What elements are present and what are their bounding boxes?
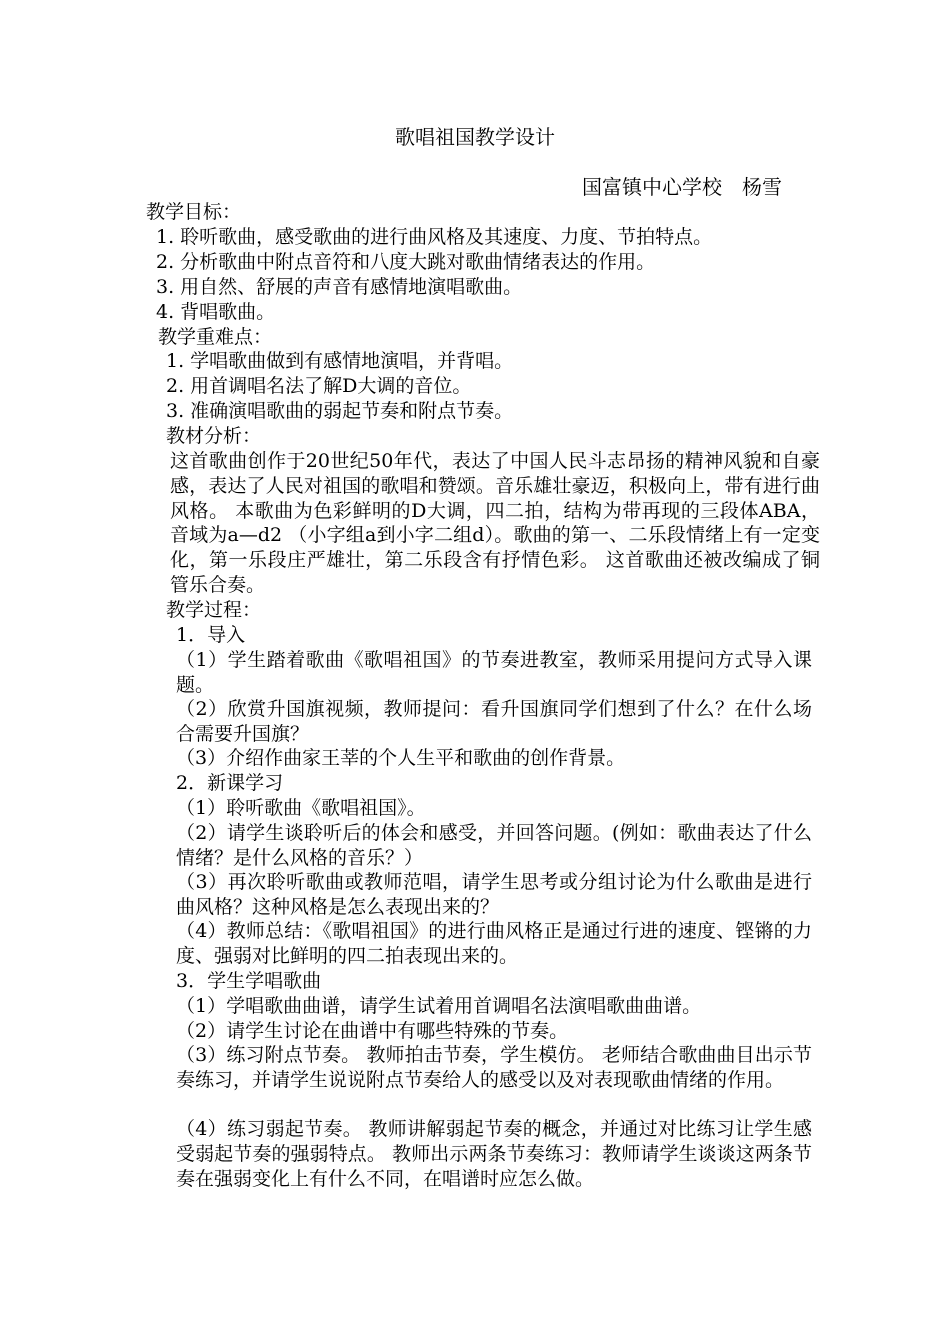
- process-paragraph: （2）请学生谈聆听后的体会和感受，并回答问题。(例如：歌曲表达了什么情绪？是什么风格的音乐？）: [176, 822, 812, 869]
- process-heading: 教学过程：: [166, 599, 262, 621]
- objective-item: 4. 背唱歌曲。: [156, 301, 276, 323]
- key-points-heading: 教学重难点：: [158, 326, 273, 348]
- key-point-item: 2. 用首调唱名法了解D大调的音位。: [166, 375, 472, 397]
- section-heading: 1．导入: [176, 624, 246, 646]
- author-line: 国富镇中心学校 杨雪: [582, 175, 782, 199]
- analysis-heading: 教材分析：: [166, 425, 262, 447]
- objective-item: 3. 用自然、舒展的声音有感情地演唱歌曲。: [156, 276, 523, 298]
- process-paragraph: （1）聆听歌曲《歌唱祖国》。: [176, 797, 426, 819]
- process-paragraph: （3）再次聆听歌曲或教师范唱，请学生思考或分组讨论为什么歌曲是进行曲风格？这种风格是怎么表现出来的？: [176, 871, 812, 918]
- document-title: 歌唱祖国教学设计: [395, 125, 555, 149]
- objective-item: 1. 聆听歌曲，感受歌曲的进行曲风格及其速度、力度、节拍特点。: [156, 226, 713, 248]
- key-point-item: 1. 学唱歌曲做到有感情地演唱，并背唱。: [166, 350, 514, 372]
- process-paragraph: （3）介绍作曲家王莘的个人生平和歌曲的创作背景。: [176, 747, 626, 769]
- process-paragraph: （2）欣赏升国旗视频，教师提问：看升国旗同学们想到了什么？在什么场合需要升国旗？: [176, 698, 812, 745]
- process-paragraph: （4）教师总结：《歌唱祖国》的进行曲风格正是通过行进的速度、铿锵的力度、强弱对比鲜明的四二拍表现出来的。: [176, 920, 812, 967]
- section-heading: 3．学生学唱歌曲: [176, 970, 322, 992]
- process-paragraph: （4）练习弱起节奏。 教师讲解弱起节奏的概念，并通过对比练习让学生感受弱起节奏的强弱特点。 教师出示两条节奏练习：教师请学生谈谈这两条节奏在强弱变化上有什么不同，在唱谱时应怎么做。: [176, 1118, 812, 1190]
- process-paragraph: （1）学唱歌曲曲谱，请学生试着用首调唱名法演唱歌曲曲谱。: [176, 995, 702, 1017]
- process-paragraph: （1）学生踏着歌曲《歌唱祖国》的节奏进教室，教师采用提问方式导入课题。: [176, 649, 812, 696]
- key-point-item: 3. 准确演唱歌曲的弱起节奏和附点节奏。: [166, 400, 514, 422]
- section-heading: 2．新课学习: [176, 772, 284, 794]
- objective-item: 2. 分析歌曲中附点音符和八度大跳对歌曲情绪表达的作用。: [156, 251, 656, 273]
- process-paragraph: （2）请学生讨论在曲谱中有哪些特殊的节奏。: [176, 1020, 569, 1042]
- objectives-heading: 教学目标：: [146, 201, 242, 223]
- analysis-paragraph: 这首歌曲创作于20世纪50年代，表达了中国人民斗志昂扬的精神风貌和自豪感，表达了人民对祖国的歌唱和赞颂。音乐雄壮豪迈，积极向上，带有进行曲风格。 本歌曲为色彩鲜明的D大调，四二拍，结构为带再现的三段体ABA，音域为a—d2 （小字组a到小字二组d）。歌曲的第一、二乐段情绪上有一定变化，第一乐段庄严雄壮，第二乐段含有抒情色彩。 这首歌曲还被改编成了铜管乐合奏。: [170, 450, 820, 596]
- process-paragraph: （3）练习附点节奏。 教师拍击节奏，学生模仿。 老师结合歌曲曲目出示节奏练习，并请学生说说附点节奏给人的感受以及对表现歌曲情绪的作用。: [176, 1044, 812, 1091]
